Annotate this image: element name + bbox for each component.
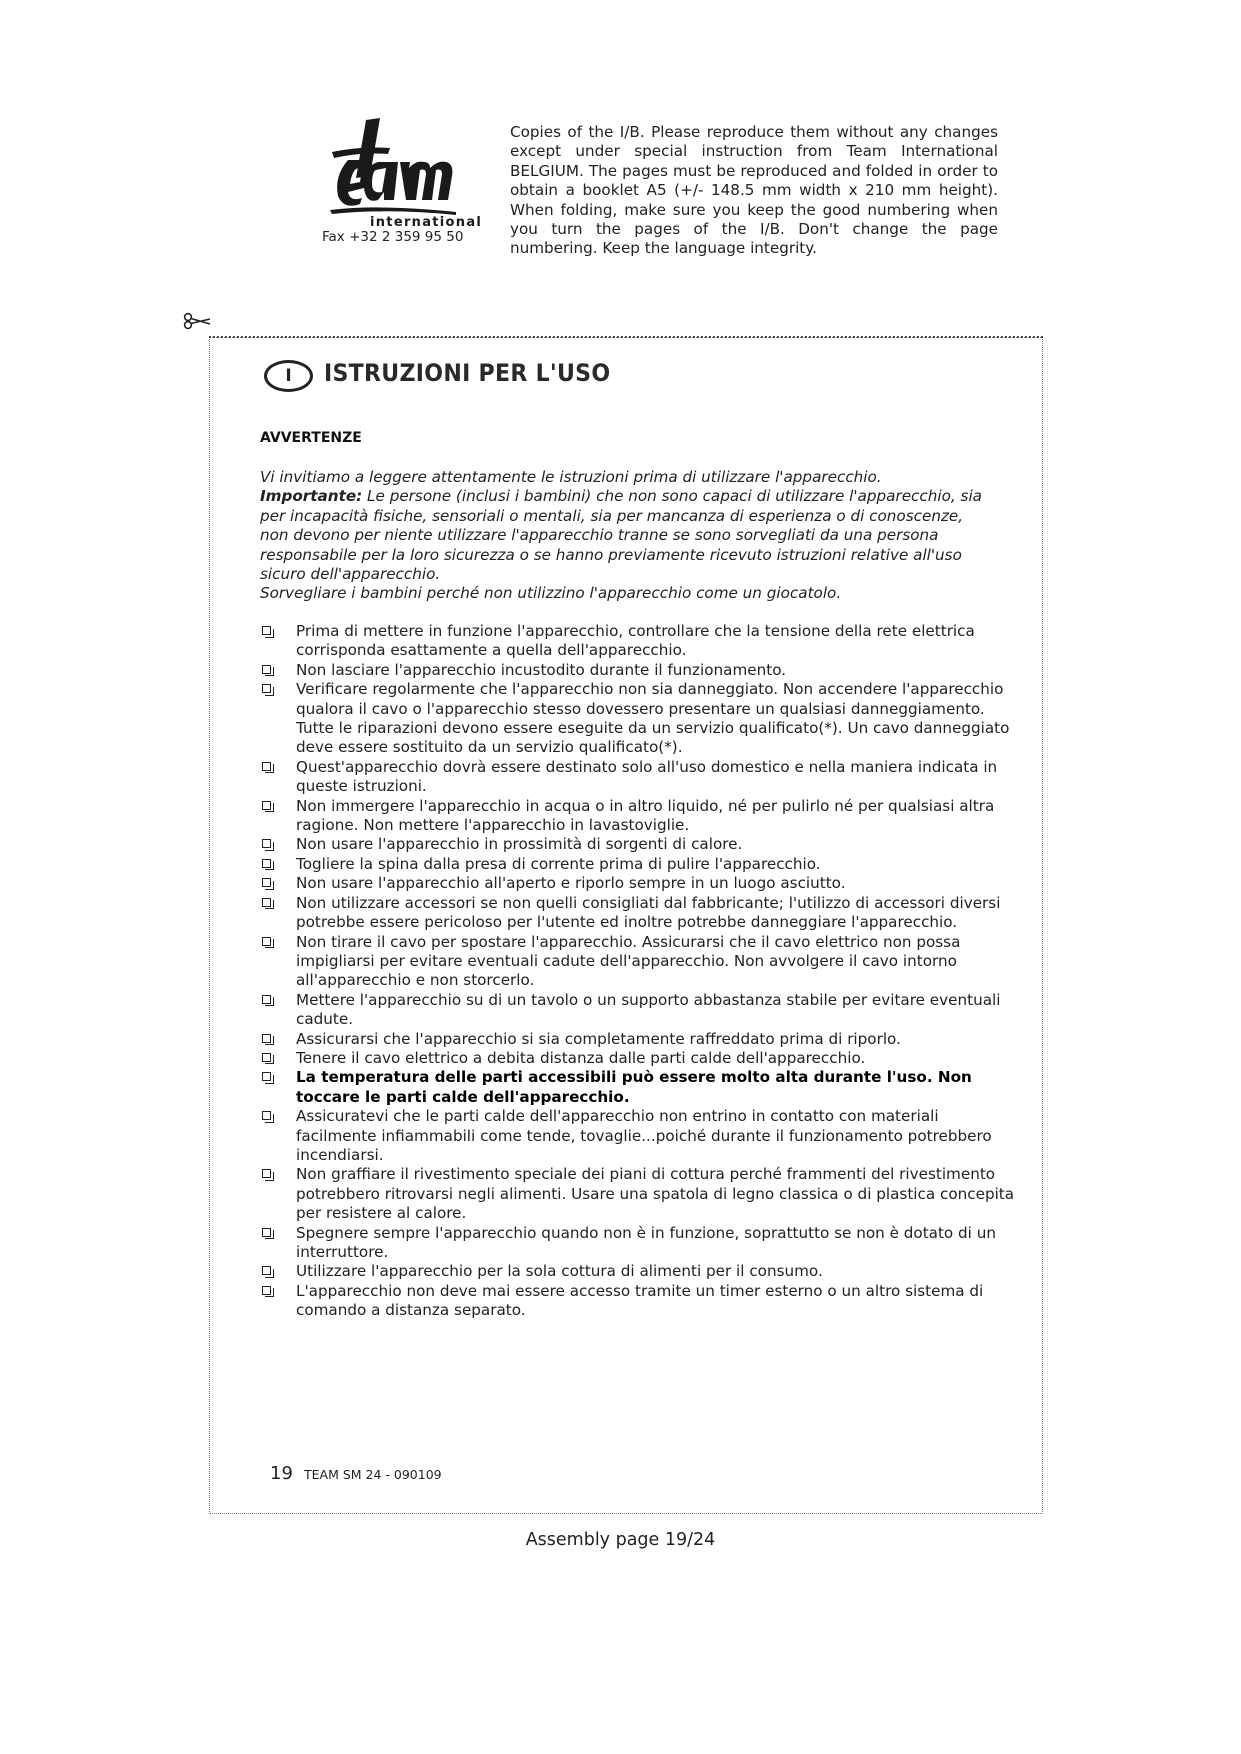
important-note bbox=[260, 487, 990, 584]
list-item-text: Non immergere l'apparecchio in acqua o in altro liquido, né per pulirlo né per qualsiasi altra ragione. Non mettere l'apparecchio in lavastoviglie. bbox=[296, 796, 995, 835]
language-letter: I bbox=[285, 366, 292, 386]
intro-line: Vi invitiamo a leggere attentamente le istruzioni prima di utilizzare l'apparecchio. bbox=[260, 468, 882, 486]
list-item bbox=[260, 894, 1015, 933]
list-item bbox=[260, 1262, 1015, 1281]
list-item bbox=[260, 874, 1015, 893]
list-item-text: Non lasciare l'apparecchio incustodito durante il funzionamento. bbox=[296, 660, 787, 679]
checkbox-bullet-icon bbox=[262, 878, 271, 887]
checkbox-bullet-icon bbox=[262, 1286, 271, 1295]
list-item bbox=[260, 1030, 1015, 1049]
list-item bbox=[260, 835, 1015, 854]
model-code: TEAM SM 24 - 090109 bbox=[304, 1467, 442, 1482]
important-text: Le persone (inclusi i bambini) che non sono capaci di utilizzare l'apparecchio, sia per incapacità fisiche, sensoriali o mentali, sia per mancanza di esperienza o di conoscenze, non devono per niente utilizzare l'apparecchio tranne se sono sorvegliati da una persona responsabile per la loro sicurezza o se hanno previamente ricevuto istruzioni relative all'uso sicuro dell'apparecchio. bbox=[260, 487, 982, 584]
list-item bbox=[260, 1165, 1015, 1223]
list-item-text: Non usare l'apparecchio in prossimità di sorgenti di calore. bbox=[296, 835, 743, 854]
list-item-text: Mettere l'apparecchio su di un tavolo o un supporto abbastanza stabile per evitare eventuali cadute. bbox=[296, 990, 1001, 1029]
list-item bbox=[260, 855, 1015, 874]
list-item-text: Togliere la spina dalla presa di corrente prima di pulire l'apparecchio. bbox=[296, 854, 821, 873]
list-item-text: Spegnere sempre l'apparecchio quando non è in funzione, soprattutto se non è dotato di un interruttore. bbox=[296, 1223, 996, 1261]
checkbox-bullet-icon bbox=[262, 1053, 271, 1062]
checkbox-bullet-icon bbox=[262, 801, 271, 810]
list-item-text: Assicuratevi che le parti calde dell'apparecchio non entrino in contatto con materiali facilmente infiammabili come tende, tovaglie...poiché durante il funzionamento potrebbero incendiarsi. bbox=[296, 1107, 992, 1164]
important-label: Importante: bbox=[260, 487, 363, 506]
list-item-text: Quest'apparecchio dovrà essere destinato solo all'uso domestico e nella maniera indicata in queste istruzioni. bbox=[296, 757, 998, 796]
list-item-text: Utilizzare l'apparecchio per la sola cottura di alimenti per il consumo. bbox=[296, 1262, 823, 1281]
intro-paragraph bbox=[260, 468, 990, 604]
list-item bbox=[260, 680, 1015, 758]
supervision-note: Sorvegliare i bambini perché non utilizzino l'apparecchio come un giocatolo. bbox=[260, 584, 842, 603]
list-item-important bbox=[260, 1068, 1015, 1107]
list-item bbox=[260, 797, 1015, 836]
list-item bbox=[260, 661, 1015, 680]
list-item bbox=[260, 1107, 1015, 1165]
page-footer bbox=[270, 1463, 442, 1484]
checkbox-bullet-icon bbox=[262, 995, 271, 1004]
checkbox-bullet-icon bbox=[262, 762, 271, 771]
language-badge bbox=[264, 360, 313, 392]
checkbox-bullet-icon bbox=[262, 665, 271, 674]
list-item bbox=[260, 1224, 1015, 1263]
checkbox-bullet-icon bbox=[262, 1228, 271, 1237]
list-item-text: Non usare l'apparecchio all'aperto e riporlo sempre in un luogo asciutto. bbox=[296, 874, 846, 893]
checkbox-bullet-icon bbox=[262, 1034, 271, 1043]
list-item-text: L'apparecchio non deve mai essere accesso tramite un timer esterno o un altro sistema di comando a distanza separato. bbox=[296, 1281, 984, 1320]
list-item bbox=[260, 991, 1015, 1030]
team-international-logo bbox=[330, 118, 483, 230]
assembly-page-label: Assembly page 19/24 bbox=[525, 1530, 716, 1550]
list-item bbox=[260, 622, 1015, 661]
list-item-text: Non utilizzare accessori se non quelli consigliati dal fabbricante; l'utilizzo di accessori diversi potrebbe essere pericoloso per l'utente ed inoltre potrebbe danneggiare l'apparecchio. bbox=[296, 893, 1001, 932]
list-item-text: Prima di mettere in funzione l'apparecchio, controllare che la tensione della rete elettrica corrisponda esattamente a quella dell'apparecchio. bbox=[296, 622, 975, 660]
list-item-text: Tenere il cavo elettrico a debita distanza dalle parti calde dell'apparecchio. bbox=[296, 1048, 866, 1067]
warnings-list bbox=[260, 622, 1015, 1321]
fax-number: Fax +32 2 359 95 50 bbox=[322, 229, 464, 245]
list-item-text: Assicurarsi che l'apparecchio si sia completamente raffreddato prima di riporlo. bbox=[296, 1029, 901, 1048]
copies-notice: Copies of the I/B. Please reproduce them without any changes except under special instruction from Team International BELGIUM. The pages must be reproduced and folded in order to obtain a booklet A5 (+/- 148.5 mm width x 210 mm height). When folding, make sure you keep the good numbering when you turn the pages of the I/B. Don't change the page numbering. Keep the language integrity. bbox=[510, 123, 998, 258]
list-item bbox=[260, 933, 1015, 991]
list-item-text: La temperatura delle parti accessibili può essere molto alta durante l'uso. Non toccare le parti calde dell'apparecchio. bbox=[296, 1068, 972, 1106]
checkbox-bullet-icon bbox=[262, 859, 271, 868]
checkbox-bullet-icon bbox=[262, 898, 271, 907]
list-item bbox=[260, 1049, 1015, 1068]
checkbox-bullet-icon bbox=[262, 839, 271, 848]
page-title: ISTRUZIONI PER L'USO bbox=[324, 359, 611, 387]
list-item bbox=[260, 1282, 1015, 1321]
checkbox-bullet-icon bbox=[262, 684, 271, 693]
page-number: 19 bbox=[270, 1463, 293, 1484]
cut-line bbox=[209, 336, 1043, 340]
checkbox-bullet-icon bbox=[262, 1266, 271, 1275]
section-heading: AVVERTENZE bbox=[260, 430, 362, 446]
list-item-text: Non graffiare il rivestimento speciale dei piani di cottura perché frammenti del rivestimento potrebbero ritrovarsi negli alimenti. Usare una spatola di legno classica o di plastica concepita per resistere al calore. bbox=[296, 1165, 1015, 1223]
checkbox-bullet-icon bbox=[262, 626, 271, 635]
checkbox-bullet-icon bbox=[262, 1072, 271, 1081]
list-item bbox=[260, 758, 1015, 797]
list-item-text: Non tirare il cavo per spostare l'apparecchio. Assicurarsi che il cavo elettrico non possa impigliarsi per evitare eventuali cadute dell'apparecchio. Non avvolgere il cavo intorno all'apparecchio e non storcerlo. bbox=[296, 932, 961, 990]
checkbox-bullet-icon bbox=[262, 937, 271, 946]
checkbox-bullet-icon bbox=[262, 1111, 271, 1120]
scissors-icon bbox=[183, 312, 211, 330]
checkbox-bullet-icon bbox=[262, 1169, 271, 1178]
svg-text:international: international bbox=[370, 215, 483, 230]
list-item-text: Verificare regolarmente che l'apparecchio non sia danneggiato. Non accendere l'apparecchio qualora il cavo o l'apparecchio stesso dovessero presentare un qualsiasi danneggiamento. Tutte le riparazioni devono essere eseguite da un servizio qualificato(*). Un cavo danneggiato deve essere sostituito da un servizio qualificato(*). bbox=[296, 680, 1010, 757]
